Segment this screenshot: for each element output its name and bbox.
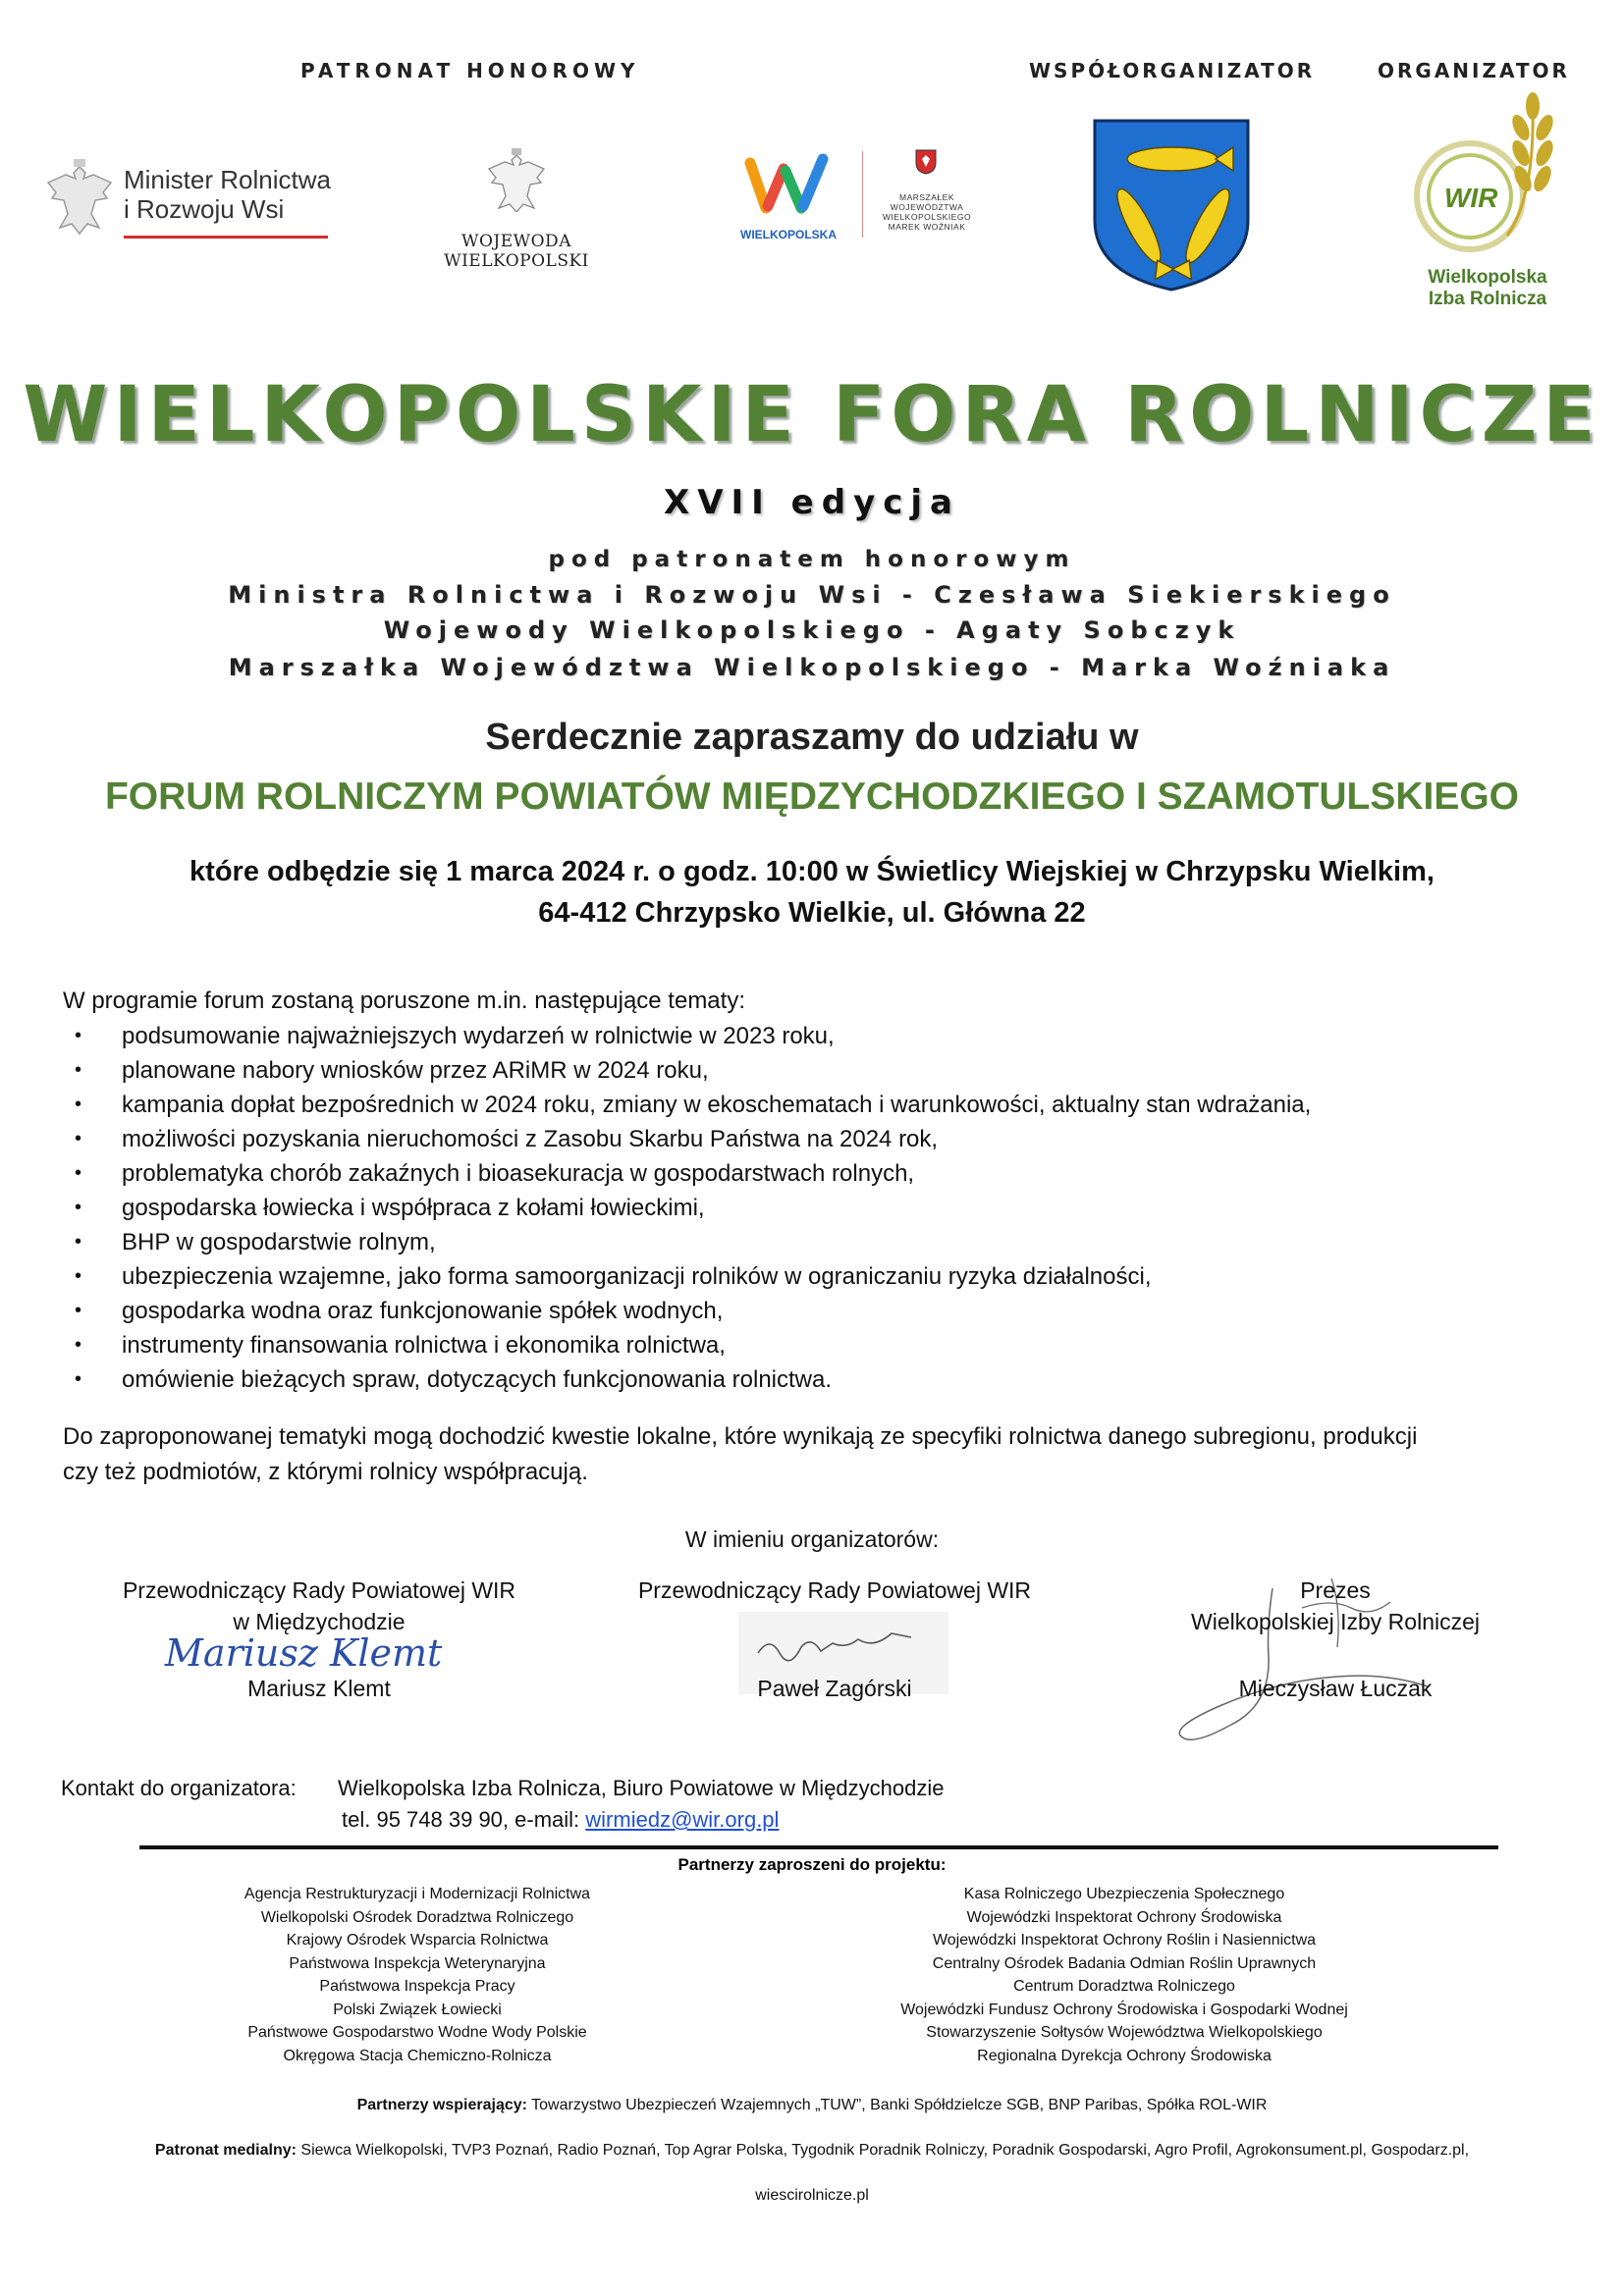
media-patronage xyxy=(0,2142,1624,2160)
contact-email-link[interactable]: wirmiedz@wir.org.pl xyxy=(585,1807,780,1832)
signer-1-role: Przewodniczący Rady Powiatowej WIR xyxy=(122,1577,516,1603)
topic-text: kampania dopłat bezpośrednich w 2024 roku, zmiany w ekoschematach i warunkowości, aktualny stan wdrażania, xyxy=(122,1092,1312,1118)
minister-logo-line1: Minister Rolnictwa xyxy=(124,165,331,194)
patronat-label: PATRONAT HONOROWY xyxy=(300,59,640,82)
list-item: Krajowy Ośrodek Wsparcia Rolnictwa xyxy=(286,1932,549,1949)
marszalek-line-3: WIELKOPOLSKIEGO xyxy=(882,212,972,222)
program-intro: W programie forum zostaną poruszone m.in. następujące tematy: xyxy=(63,988,745,1014)
media-patronage-last: wiescirolnicze.pl xyxy=(755,2187,869,2204)
bullet-icon: • xyxy=(75,1025,82,1046)
on-behalf-label: W imieniu organizatorów: xyxy=(684,1526,940,1552)
wir-logo-line2: Izba Rolnicza xyxy=(1428,289,1547,309)
contact-org: Wielkopolska Izba Rolnicza, Biuro Powiatowe w Międzychodzie xyxy=(338,1776,945,1800)
list-item: Państwowa Inspekcja Pracy xyxy=(319,1978,515,1995)
list-item: Wojewódzki Inspektorat Ochrony Roślin i Nasiennictwa xyxy=(932,1932,1317,1949)
wojewoda-logo-text: WOJEWODA WIELKOPOLSKI xyxy=(444,232,589,271)
wojewoda-logo xyxy=(389,147,644,271)
partners-heading: Partnerzy zaproszeni do projektu: xyxy=(677,1855,947,1874)
wheat-ring-icon xyxy=(1399,88,1566,255)
list-item xyxy=(63,1362,1311,1397)
partners-right-list xyxy=(854,1883,1394,2067)
topic-text: możliwości pozyskania nieruchomości z Zasobu Skarbu Państwa na 2024 rok, xyxy=(122,1126,939,1152)
eagle-icon xyxy=(41,157,118,245)
invite-heading: Serdecznie zapraszamy do udziału w xyxy=(485,717,1139,758)
topic-text: ubezpieczenia wzajemne, jako forma samoorganizacji rolników w ograniczaniu ryzyka działalności, xyxy=(122,1263,1152,1290)
bullet-icon: • xyxy=(75,1128,82,1149)
topic-text: planowane nabory wniosków przez ARiMR w 2024 roku, xyxy=(122,1057,709,1084)
supporting-partners xyxy=(0,2097,1624,2114)
signer-3-role: Prezes xyxy=(1300,1577,1371,1603)
list-item xyxy=(63,1259,1311,1294)
wir-logo-badge: WIR xyxy=(1444,183,1498,213)
minister-logo-line2: i Rozwoju Wsi xyxy=(124,194,285,224)
wspolorganizator-label: WSPÓŁORGANIZATOR xyxy=(1029,59,1316,82)
bullet-icon: • xyxy=(75,1059,82,1081)
contact-label: Kontakt do organizatora: xyxy=(61,1776,297,1800)
topic-text: podsumowanie najważniejszych wydarzeń w rolnictwie w 2023 roku, xyxy=(122,1023,835,1049)
list-item: Centralny Ośrodek Badania Odmian Roślin Uprawnych xyxy=(932,1954,1317,1972)
marszalek-line-2: WOJEWÓDZTWA xyxy=(890,202,964,212)
bullet-icon: • xyxy=(75,1334,82,1356)
patronage-line-3: Wojewody Wielkopolskiego - Agaty Sobczyk xyxy=(383,616,1241,644)
bullet-icon: • xyxy=(75,1197,82,1218)
media-patronage-text: Siewca Wielkopolski, TVP3 Poznań, Radio Poznań, Top Agrar Polska, Tygodnik Poradnik Rolniczy, Poradnik Gospodarski, Agro Profil, Agrokonsument.pl, Gospodarz.pl, xyxy=(296,2142,1470,2159)
list-item: Państwowa Inspekcja Weterynaryjna xyxy=(289,1954,546,1972)
list-item xyxy=(63,1225,1311,1259)
topic-text: omówienie bieżących spraw, dotyczących funkcjonowania rolnictwa. xyxy=(122,1366,833,1393)
signer-3-name: Mieczysław Łuczak xyxy=(1238,1676,1433,1701)
list-item: Agencja Restrukturyzacji i Modernizacji Rolnictwa xyxy=(244,1886,591,1902)
organizator-label: ORGANIZATOR xyxy=(1378,59,1570,82)
signature-handwriting-1: Mariusz Klemt xyxy=(165,1631,443,1675)
signer-1-name: Mariusz Klemt xyxy=(247,1676,391,1701)
contact-tel: tel. 95 748 39 90, e-mail: xyxy=(342,1807,580,1832)
edition-label: XVII edycja xyxy=(664,483,960,522)
list-item: Kasa Rolniczego Ubezpieczenia Społecznego xyxy=(963,1886,1285,1902)
list-item xyxy=(63,1053,1311,1088)
closing-paragraph-line2: czy też podmiotów, z którymi rolnicy współpracują. xyxy=(63,1459,588,1485)
minister-logo-underline xyxy=(124,236,328,239)
supporting-partners-label: Partnerzy wspierający: xyxy=(356,2097,527,2113)
list-item: Wojewódzki Fundusz Ochrony Środowiska i Gospodarki Wodnej xyxy=(900,2001,1348,2018)
bullet-icon: • xyxy=(75,1300,82,1321)
partners-left-list xyxy=(177,1883,658,2067)
logo-divider xyxy=(862,151,863,238)
list-item xyxy=(63,1328,1311,1362)
event-when-line1: które odbędzie się 1 marca 2024 r. o godz. 10:00 w Świetlicy Wiejskiej w Chrzypsku Wielkim, xyxy=(189,856,1435,887)
coat-of-arms-fish-icon xyxy=(1092,118,1251,293)
forum-name: FORUM ROLNICZYM POWIATÓW MIĘDZYCHODZKIEGO I SZAMOTULSKIEGO xyxy=(104,775,1520,818)
voivodeship-shield-icon xyxy=(915,149,937,175)
marszalek-line-1: MARSZAŁEK xyxy=(899,192,954,202)
topic-text: gospodarska łowiecka i współpraca z kołami łowieckimi, xyxy=(122,1195,705,1221)
topic-text: problematyka chorób zakaźnych i bioasekuracja w gospodarstwach rolnych, xyxy=(122,1160,915,1187)
media-patronage-label: Patronat medialny: xyxy=(154,2142,297,2159)
list-item xyxy=(63,1294,1311,1328)
topics-list xyxy=(63,1019,1311,1397)
list-item: Wojewódzki Inspektorat Ochrony Środowiska xyxy=(966,1908,1282,1926)
wir-logo xyxy=(1399,88,1576,316)
bullet-icon: • xyxy=(75,1368,82,1390)
topic-text: instrumenty finansowania rolnictwa i ekonomika rolnictwa, xyxy=(122,1332,726,1359)
topic-text: BHP w gospodarstwie rolnym, xyxy=(122,1229,436,1255)
list-item: Stowarzyszenie Sołtysów Województwa Wielkopolskiego xyxy=(926,2024,1323,2041)
topic-text: gospodarka wodna oraz funkcjonowanie spółek wodnych, xyxy=(122,1298,724,1324)
eagle-icon xyxy=(479,147,554,212)
signer-2-name: Paweł Zagórski xyxy=(757,1676,912,1701)
marszalek-logo-text xyxy=(872,192,982,232)
list-item: Państwowe Gospodarstwo Wodne Wody Polskie xyxy=(247,2024,587,2041)
supporting-partners-text: Towarzystwo Ubezpieczeń Wzajemnych „TUW”, Banki Spółdzielcze SGB, BNP Paribas, Spółka ROL-WIR xyxy=(526,2097,1268,2113)
wielkopolska-marszalek-logo xyxy=(734,145,990,243)
list-item xyxy=(63,1191,1311,1225)
bullet-icon: • xyxy=(75,1265,82,1287)
wielkopolska-logo-text: WIELKOPOLSKA xyxy=(740,228,837,241)
contact-details xyxy=(342,1802,779,1837)
signature-block-3 xyxy=(1100,1575,1571,1637)
signature-block-1 xyxy=(79,1575,560,1637)
bullet-icon: • xyxy=(75,1094,82,1115)
list-item: Okręgowa Stacja Chemiczno-Rolnicza xyxy=(283,2047,552,2064)
page-title: WIELKOPOLSKIE FORA ROLNICZE xyxy=(23,371,1601,459)
signer-2-role: Przewodniczący Rady Powiatowej WIR xyxy=(637,1577,1032,1603)
patronage-line-4: Marszałka Województwa Wielkopolskiego - Marka Woźniaka xyxy=(228,654,1396,681)
list-item: Wielkopolski Ośrodek Doradztwa Rolniczego xyxy=(260,1908,574,1926)
marszalek-line-4: MAREK WOŹNIAK xyxy=(888,222,966,232)
section-divider xyxy=(139,1845,1498,1849)
wir-logo-line1: Wielkopolska xyxy=(1428,267,1547,288)
list-item: Centrum Doradztwa Rolniczego xyxy=(1013,1978,1235,1995)
list-item xyxy=(63,1156,1311,1191)
signer-3-org: Wielkopolskiej Izby Rolniczej xyxy=(1191,1609,1480,1634)
list-item: Regionalna Dyrekcja Ochrony Środowiska xyxy=(977,2047,1272,2064)
minister-logo xyxy=(41,157,336,250)
bullet-icon: • xyxy=(75,1162,82,1184)
closing-paragraph-line1: Do zaproponowanej tematyki mogą dochodzić kwestie lokalne, które wynikają ze specyfiki rolnictwa danego subregionu, produkcji xyxy=(63,1423,1418,1450)
bullet-icon: • xyxy=(75,1231,82,1253)
event-when-line2: 64-412 Chrzypsko Wielkie, ul. Główna 22 xyxy=(538,897,1086,929)
list-item xyxy=(63,1088,1311,1122)
list-item: Polski Związek Łowiecki xyxy=(333,2001,502,2018)
list-item xyxy=(63,1019,1311,1053)
patronage-line-1: pod patronatem honorowym xyxy=(548,547,1076,572)
list-item xyxy=(63,1122,1311,1156)
patronage-line-2: Ministra Rolnictwa i Rozwoju Wsi - Czesława Siekierskiego xyxy=(228,581,1396,609)
signer-1-location: w Międzychodzie xyxy=(233,1609,406,1634)
wielkopolska-w-icon xyxy=(744,151,831,216)
